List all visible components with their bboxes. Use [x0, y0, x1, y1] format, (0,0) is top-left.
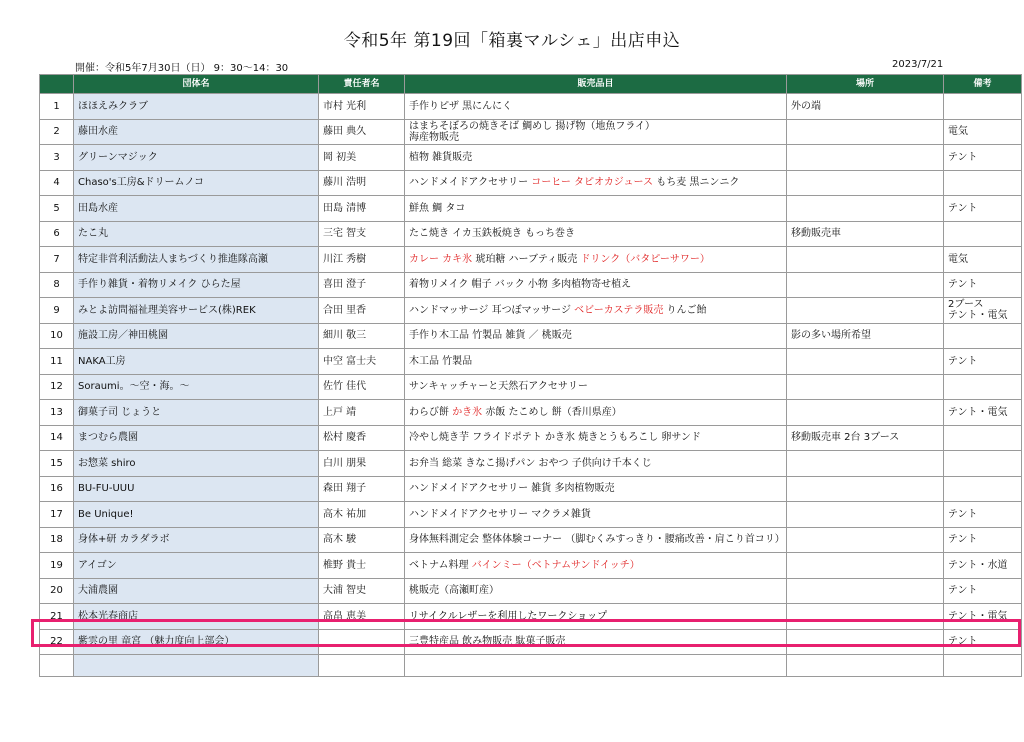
person-name: 田島 清博	[319, 196, 405, 222]
person-name: 高木 駿	[319, 527, 405, 553]
org-name: 紫雲の里 竜宮 （魅力度向上部会）	[74, 629, 319, 655]
table-row	[40, 298, 1022, 324]
row-number: 21	[40, 604, 74, 630]
org-name: 施設工房／神田桃園	[74, 323, 319, 349]
org-name: 手作り雑貨・着物リメイク ひらた屋	[74, 272, 319, 298]
place	[787, 629, 944, 655]
table-row	[40, 578, 1022, 604]
note: テント	[944, 349, 1022, 375]
table-row	[40, 553, 1022, 579]
sales-items: ハンドメイドアクセサリー 雑貨 多肉植物販売	[405, 476, 787, 502]
org-name: お惣菜 shiro	[74, 451, 319, 477]
person-name: 高畠 恵美	[319, 604, 405, 630]
sales-items: 手作りピザ 黒にんにく	[405, 94, 787, 120]
note: テント・電気	[944, 604, 1022, 630]
sales-items: カレー カキ氷 琥珀糖 ハーブティ販売 ドリンク（バタピーサワー）	[405, 247, 787, 273]
note	[944, 323, 1022, 349]
org-name: Chaso's工房&ドリームノコ	[74, 170, 319, 196]
place	[787, 247, 944, 273]
table-row	[40, 451, 1022, 477]
org-name: Be Unique!	[74, 502, 319, 528]
place: 影の多い場所希望	[787, 323, 944, 349]
place	[787, 400, 944, 426]
note	[944, 94, 1022, 120]
table-row	[40, 221, 1022, 247]
org-name: 身体+研 カラダラボ	[74, 527, 319, 553]
person-name: 喜田 澄子	[319, 272, 405, 298]
sales-items: 手作り木工品 竹製品 雑貨 ／ 桃販売	[405, 323, 787, 349]
org-name: 田島水産	[74, 196, 319, 222]
sales-items: サンキャッチャーと天然石アクセサリー	[405, 374, 787, 400]
org-name: たこ丸	[74, 221, 319, 247]
person-name: 川江 秀樹	[319, 247, 405, 273]
org-name: ほほえみクラブ	[74, 94, 319, 120]
place	[787, 145, 944, 171]
person-name: 藤田 典久	[319, 119, 405, 145]
note: テント・電気	[944, 400, 1022, 426]
sales-items: ハンドメイドアクセサリー マクラメ雑貨	[405, 502, 787, 528]
sales-items: 着物リメイク 帽子 バック 小物 多肉植物寄せ植え	[405, 272, 787, 298]
person-name: 椎野 貴士	[319, 553, 405, 579]
empty-cell	[319, 655, 405, 677]
person-name: 森田 翔子	[319, 476, 405, 502]
org-name: BU-FU-UUU	[74, 476, 319, 502]
sales-items: 桃販売（高瀬町産）	[405, 578, 787, 604]
table-body	[40, 94, 1022, 677]
person-name: 白川 朋果	[319, 451, 405, 477]
row-number: 15	[40, 451, 74, 477]
place	[787, 349, 944, 375]
row-number: 10	[40, 323, 74, 349]
row-number: 3	[40, 145, 74, 171]
org-name: Soraumi。〜空・海。〜	[74, 374, 319, 400]
row-number: 16	[40, 476, 74, 502]
table-row	[40, 349, 1022, 375]
table-row	[40, 119, 1022, 145]
table-row	[40, 247, 1022, 273]
header-person: 責任者名	[319, 75, 405, 94]
note	[944, 374, 1022, 400]
table-row	[40, 323, 1022, 349]
sales-items: 木工品 竹製品	[405, 349, 787, 375]
note: テント	[944, 629, 1022, 655]
place	[787, 553, 944, 579]
table-row	[40, 374, 1022, 400]
table-row	[40, 400, 1022, 426]
row-number: 20	[40, 578, 74, 604]
empty-cell	[405, 655, 787, 677]
note	[944, 425, 1022, 451]
place: 移動販売車 2台 3ブース	[787, 425, 944, 451]
note	[944, 170, 1022, 196]
row-number: 18	[40, 527, 74, 553]
empty-cell	[787, 655, 944, 677]
row-number: 5	[40, 196, 74, 222]
row-number: 4	[40, 170, 74, 196]
note: テント	[944, 145, 1022, 171]
table-row	[40, 94, 1022, 120]
note	[944, 221, 1022, 247]
person-name: 大浦 智史	[319, 578, 405, 604]
note: テント	[944, 502, 1022, 528]
row-number: 1	[40, 94, 74, 120]
note: テント	[944, 272, 1022, 298]
place	[787, 527, 944, 553]
table-row	[40, 145, 1022, 171]
person-name: 佐竹 佳代	[319, 374, 405, 400]
place	[787, 374, 944, 400]
header-items: 販売品目	[405, 75, 787, 94]
person-name: 岡 初美	[319, 145, 405, 171]
note: 電気	[944, 119, 1022, 145]
org-name: 特定非営利活動法人まちづくり推進隊高瀬	[74, 247, 319, 273]
sales-items: わらび餅 かき氷 赤飯 たこめし 餅（香川県産）	[405, 400, 787, 426]
row-number: 11	[40, 349, 74, 375]
table-row	[40, 604, 1022, 630]
sales-items: たこ焼き イカ玉鉄板焼き もっち巻き	[405, 221, 787, 247]
org-name: アイゴン	[74, 553, 319, 579]
person-name: 中空 富士夫	[319, 349, 405, 375]
place: 外の端	[787, 94, 944, 120]
org-name: 藤田水産	[74, 119, 319, 145]
row-number: 6	[40, 221, 74, 247]
empty-cell	[74, 655, 319, 677]
person-name: 三宅 智支	[319, 221, 405, 247]
place	[787, 476, 944, 502]
table-row	[40, 476, 1022, 502]
sales-items: リサイクルレザーを利用したワークショップ	[405, 604, 787, 630]
row-number: 8	[40, 272, 74, 298]
place	[787, 298, 944, 324]
place	[787, 196, 944, 222]
row-number: 22	[40, 629, 74, 655]
empty-cell	[40, 655, 74, 677]
table-row	[40, 196, 1022, 222]
sales-items: ハンドメイドアクセサリー コーヒー タピオカジュース もち麦 黒ニンニク	[405, 170, 787, 196]
person-name: 藤川 浩明	[319, 170, 405, 196]
sales-items: 鮮魚 鯛 タコ	[405, 196, 787, 222]
place	[787, 272, 944, 298]
sales-items: 冷やし焼き芋 フライドポテト かき氷 焼きとうもろこし 卵サンド	[405, 425, 787, 451]
table-row	[40, 502, 1022, 528]
header-place: 場所	[787, 75, 944, 94]
header-org: 団体名	[74, 75, 319, 94]
person-name: 細川 敬三	[319, 323, 405, 349]
org-name: NAKA工房	[74, 349, 319, 375]
note: テント・水道	[944, 553, 1022, 579]
row-number: 9	[40, 298, 74, 324]
note	[944, 451, 1022, 477]
note: テント	[944, 527, 1022, 553]
event-date: 開催：令和5年7月30日（日） 9：30〜14：30	[75, 63, 289, 74]
row-number: 13	[40, 400, 74, 426]
table-row	[40, 629, 1022, 655]
row-number: 19	[40, 553, 74, 579]
sales-items: 植物 雑貨販売	[405, 145, 787, 171]
note: テント	[944, 196, 1022, 222]
place	[787, 604, 944, 630]
sales-items: お弁当 総菜 きなこ揚げパン おやつ 子供向け千本くじ	[405, 451, 787, 477]
header-note: 備考	[944, 75, 1022, 94]
person-name: 高木 祐加	[319, 502, 405, 528]
note: 2ブース テント・電気	[944, 298, 1022, 324]
row-number: 17	[40, 502, 74, 528]
place	[787, 502, 944, 528]
person-name	[319, 629, 405, 655]
empty-cell	[944, 655, 1022, 677]
org-name: まつむら農園	[74, 425, 319, 451]
table-row	[40, 272, 1022, 298]
header-row	[40, 75, 1022, 94]
sales-items: ベトナム料理 バインミー（ベトナムサンドイッチ）	[405, 553, 787, 579]
note: 電気	[944, 247, 1022, 273]
place	[787, 170, 944, 196]
sales-items: 身体無料測定会 整体体験コーナー （脚むくみすっきり・腰痛改善・肩こり首コリ）	[405, 527, 787, 553]
document-date: 2023/7/21	[892, 59, 944, 70]
note	[944, 476, 1022, 502]
org-name: 大浦農園	[74, 578, 319, 604]
sales-items: 三豊特産品 飲み物販売 駄菓子販売	[405, 629, 787, 655]
org-name: 松本光春商店	[74, 604, 319, 630]
place	[787, 119, 944, 145]
header-no	[40, 75, 74, 94]
application-table	[39, 74, 1022, 677]
place	[787, 451, 944, 477]
person-name: 上戸 靖	[319, 400, 405, 426]
sales-items: はまちそぼろの焼きそば 鯛めし 揚げ物（地魚フライ） 海産物販売	[405, 119, 787, 145]
document-title: 令和5年 第19回「箱裏マルシェ」出店申込	[343, 31, 681, 51]
row-number: 7	[40, 247, 74, 273]
place	[787, 578, 944, 604]
person-name: 合田 里香	[319, 298, 405, 324]
table-row-empty	[40, 655, 1022, 677]
row-number: 2	[40, 119, 74, 145]
row-number: 14	[40, 425, 74, 451]
table-row	[40, 425, 1022, 451]
note: テント	[944, 578, 1022, 604]
person-name: 市村 光利	[319, 94, 405, 120]
table-row	[40, 527, 1022, 553]
row-number: 12	[40, 374, 74, 400]
place: 移動販売車	[787, 221, 944, 247]
org-name: グリーンマジック	[74, 145, 319, 171]
sales-items: ハンドマッサージ 耳つぼマッサージ ベビーカステラ販売 りんご飴	[405, 298, 787, 324]
org-name: 御菓子司 じょうと	[74, 400, 319, 426]
person-name: 松村 慶香	[319, 425, 405, 451]
org-name: みとよ訪問福祉理美容サービス(株)REK	[74, 298, 319, 324]
table-row	[40, 170, 1022, 196]
